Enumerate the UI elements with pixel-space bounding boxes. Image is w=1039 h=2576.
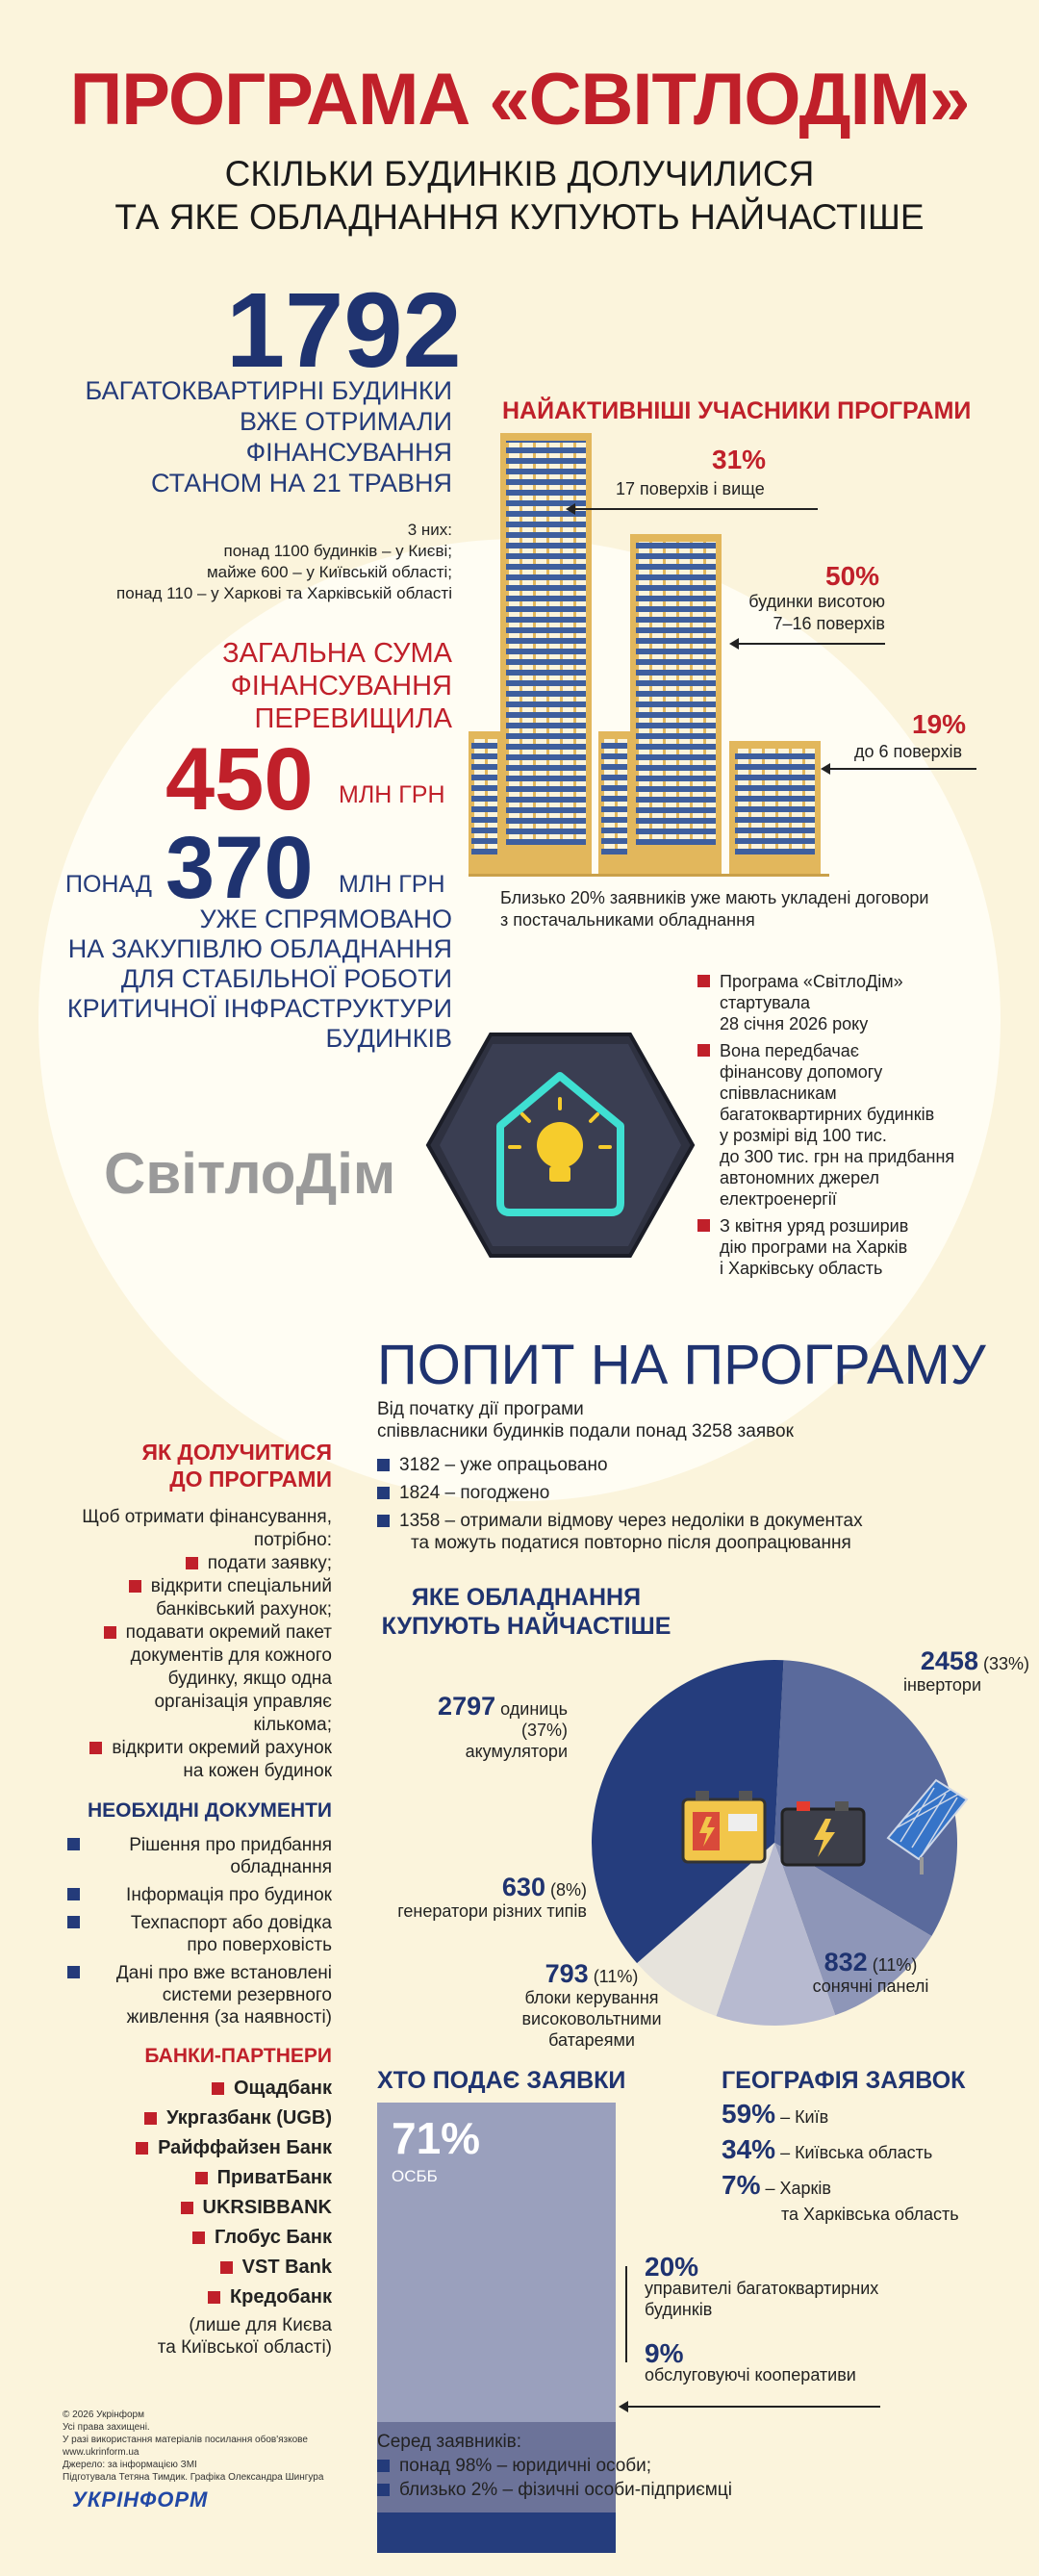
- document-item: [67, 1962, 332, 2028]
- tower-low-windows: [735, 749, 815, 854]
- stat-desc-line: ФІНАНСУВАННЯ: [245, 438, 452, 467]
- credit-line: www.ukrinform.ua: [63, 2447, 139, 2458]
- how-to-step-text: відкрити спеціальний: [150, 1576, 332, 1596]
- applicants-pct-osbb: 71%: [392, 2113, 481, 2163]
- geography-label: – Київська область: [780, 2143, 933, 2162]
- demand-item-text: 1824 – погоджено: [399, 1483, 550, 1503]
- spent-desc: [38, 905, 452, 1054]
- demand-item-text: 1358 – отримали відмову через недоліки в документах: [399, 1511, 863, 1531]
- applicants-note-text: понад 98% – юридичні особи;: [399, 2456, 652, 2476]
- geography-item: [722, 2098, 959, 2133]
- document-item: [67, 1834, 332, 1878]
- demand-list: [377, 1448, 863, 1560]
- banks-note-line: (лише для Києва: [189, 2315, 332, 2335]
- geography-title: ГЕОГРАФІЯ ЗАЯВОК: [722, 2067, 966, 2094]
- pie-label-inverters: [837, 1646, 1029, 1696]
- banks-title: БАНКИ-ПАРТНЕРИ: [144, 2045, 332, 2067]
- pie-name: генератори різних типів: [397, 1901, 587, 1921]
- how-to-step: [38, 1552, 332, 1575]
- how-to-step-text: організація управляє: [154, 1692, 332, 1712]
- applicants-pct: 20%: [645, 2252, 699, 2282]
- inverter-icon: [777, 1799, 869, 1867]
- pie-label-generators: [366, 1873, 587, 1922]
- pie-name: блоки керування високовольтними батареями: [521, 1988, 662, 2050]
- applicants-arrow: [621, 2406, 880, 2408]
- battery-icon: [678, 1785, 770, 1867]
- spent-desc-line: УЖЕ СПРЯМОВАНО: [199, 905, 452, 933]
- spent-desc-line: КРИТИЧНОЇ ІНФРАСТРУКТУРИ: [66, 994, 452, 1023]
- applicants-notes: [377, 2430, 732, 2502]
- geography-item: [722, 2169, 959, 2224]
- geography-label: – Київ: [780, 2107, 829, 2127]
- program-fact-line: Програма «СвітлоДім»: [720, 972, 903, 991]
- how-to-body: [38, 1506, 332, 1783]
- demand-item-text: 3182 – уже опрацьовано: [399, 1455, 608, 1475]
- pie-pct: (11%): [872, 1955, 918, 1975]
- bank-name: Райффайзен Банк: [158, 2137, 332, 2158]
- program-fact-line: дію програми на Харків: [720, 1237, 908, 1257]
- pie-pct: (37%): [520, 1721, 568, 1740]
- document-item-text: живлення (за наявності): [126, 2007, 332, 2028]
- how-to-title: [38, 1439, 332, 1492]
- banks-note-line: та Київської області): [157, 2337, 332, 2358]
- bank-name: Глобус Банк: [215, 2227, 332, 2248]
- pie-name: сонячні панелі: [812, 1977, 929, 1996]
- bank-item: [38, 2283, 332, 2312]
- how-to-title-line: ЯК ДОЛУЧИТИСЯ: [141, 1440, 332, 1465]
- bank-item: [38, 2223, 332, 2253]
- geography-label: – Харків: [765, 2179, 831, 2198]
- total-unit: МЛН ГРН: [339, 781, 445, 808]
- spent-desc-line: ДЛЯ СТАБІЛЬНОЇ РОБОТИ: [120, 964, 452, 993]
- applicants-label: обслуговуючі кооперативи: [645, 2365, 856, 2385]
- breakdown-line: майже 600 – у Київській області;: [206, 563, 452, 581]
- pie-name: акумулятори: [465, 1742, 568, 1761]
- bank-item: [38, 2193, 332, 2223]
- house-lightbulb-icon: [423, 1020, 697, 1270]
- applicants-coop-label: [645, 2338, 856, 2385]
- total-label: [38, 637, 452, 735]
- demand-item: [377, 1454, 863, 1476]
- tower-side-left-windows: [471, 739, 497, 854]
- how-to-step-text: банківський рахунок;: [156, 1599, 332, 1620]
- equipment-title: [377, 1583, 675, 1641]
- ground-line: [469, 874, 829, 877]
- how-to-intro-line: Щоб отримати фінансування,: [82, 1507, 332, 1527]
- credits: [63, 2409, 323, 2484]
- applicants-title: ХТО ПОДАЄ ЗАЯВКИ: [377, 2067, 626, 2094]
- document-item: [67, 1884, 332, 1906]
- participant-pct: 31%: [712, 445, 767, 474]
- geography-pct: 59%: [722, 2099, 776, 2129]
- program-fact-line: електроенергії: [720, 1189, 837, 1209]
- pie-value: 793: [545, 1959, 589, 1988]
- pie-value: 630: [501, 1873, 545, 1901]
- tower-side-mid-windows: [601, 739, 627, 854]
- how-to-step: [38, 1737, 332, 1783]
- how-to-step-text: подати заявку;: [207, 1553, 332, 1573]
- bank-item: [38, 2104, 332, 2133]
- participants-note: [500, 887, 928, 931]
- participant-label: будинки висотою: [748, 592, 885, 611]
- document-item-text: про поверховість: [187, 1935, 332, 1955]
- stat-count: 1792: [226, 271, 462, 390]
- demand-intro-line: Від початку дії програми: [377, 1399, 584, 1419]
- applicants-segment-cooperatives: [377, 2512, 616, 2553]
- bracket-line: [625, 2266, 627, 2362]
- total-label-line: ФІНАНСУВАННЯ: [230, 671, 452, 701]
- document-item-text: системи резервного: [162, 1985, 332, 2005]
- document-item-text: Дані про вже встановлені: [115, 1963, 332, 1983]
- program-fact-line: фінансову допомогу: [720, 1062, 883, 1082]
- documents-list: [67, 1828, 332, 2034]
- how-to-step: [38, 1575, 332, 1621]
- geography-label: та Харківська область: [781, 2205, 959, 2224]
- subtitle-line-2: ТА ЯКЕ ОБЛАДНАННЯ КУПУЮТЬ НАЙЧАСТІШЕ: [114, 197, 925, 237]
- program-fact-line: стартувала: [720, 993, 810, 1012]
- spent-desc-line: БУДИНКІВ: [325, 1024, 452, 1053]
- program-fact-line: у розмірі від 100 тис.: [720, 1126, 887, 1145]
- stat-count-desc: [38, 375, 452, 498]
- stat-desc-line: СТАНОМ НА 21 ТРАВНЯ: [151, 469, 452, 497]
- demand-item: [377, 1510, 863, 1554]
- spent-prefix: ПОНАД: [65, 871, 152, 898]
- logo-text: СвітлоДім: [104, 1141, 396, 1206]
- spent-unit: МЛН ГРН: [339, 871, 445, 898]
- pie-pct: (11%): [593, 1967, 639, 1986]
- document-item-text: Рішення про придбання: [129, 1835, 332, 1855]
- bank-item: [38, 2074, 332, 2104]
- breakdown-line: понад 110 – у Харкові та Харківській області: [116, 584, 452, 602]
- pie-label-batteries: [370, 1692, 568, 1762]
- geography-item: [722, 2133, 959, 2169]
- demand-intro: [377, 1398, 794, 1442]
- bank-item: [38, 2163, 332, 2193]
- how-to-step-text: будинку, якщо одна: [167, 1669, 332, 1689]
- how-to-step: [38, 1621, 332, 1737]
- breakdown-line: понад 1100 будинків – у Києві;: [223, 542, 452, 560]
- equipment-title-line: ЯКЕ ОБЛАДНАННЯ: [411, 1584, 642, 1611]
- applicants-label-osbb: ОСББ: [392, 2167, 438, 2185]
- program-fact-line: З квітня уряд розширив: [720, 1216, 909, 1236]
- bank-name: VST Bank: [241, 2257, 332, 2278]
- participant-label: до 6 поверхів: [854, 742, 963, 761]
- credit-line: Джерело: за інформацією ЗМІ: [63, 2460, 197, 2470]
- program-fact: [697, 1215, 1005, 1279]
- brand-logo: УКРІНФОРМ: [72, 2487, 209, 2512]
- credit-line: Усі права захищені.: [63, 2422, 150, 2433]
- participant-label: 17 поверхів і вище: [616, 479, 765, 498]
- program-fact: [697, 971, 1005, 1034]
- bank-name: Укргазбанк (UGB): [166, 2107, 332, 2129]
- subtitle-line-1: СКІЛЬКИ БУДИНКІВ ДОЛУЧИЛИСЯ: [224, 154, 815, 193]
- document-item-text: Техпаспорт або довідка: [130, 1913, 332, 1933]
- demand-title: ПОПИТ НА ПРОГРАМУ: [377, 1334, 986, 1396]
- participant-label: 7–16 поверхів: [773, 614, 885, 633]
- bank-name: Кредобанк: [229, 2286, 332, 2308]
- program-fact-line: до 300 тис. грн на придбання: [720, 1147, 955, 1166]
- program-fact-line: автономних джерел: [720, 1168, 880, 1187]
- participant-pct: 19%: [912, 709, 967, 739]
- program-fact-line: і Харківську область: [720, 1259, 883, 1278]
- bank-name: Ощадбанк: [233, 2078, 332, 2099]
- banks-list: [38, 2074, 332, 2312]
- geography-pct: 34%: [722, 2134, 776, 2164]
- pie-unit: одиниць: [500, 1699, 568, 1719]
- applicants-label: управителі багатоквартирних: [645, 2279, 879, 2298]
- spent-desc-line: НА ЗАКУПІВЛЮ ОБЛАДНАННЯ: [67, 934, 452, 963]
- stat-desc-line: ВЖЕ ОТРИМАЛИ: [240, 407, 452, 436]
- demand-item-text: та можуть податися повторно після доопрацювання: [411, 1533, 851, 1553]
- how-to-step-text: на кожен будинок: [183, 1761, 332, 1781]
- program-fact: [697, 1040, 1005, 1210]
- participants-note-line: Близько 20% заявників уже мають укладені договори: [500, 888, 929, 907]
- document-item-text: Інформація про будинок: [126, 1885, 332, 1905]
- applicants-note: [377, 2454, 732, 2478]
- pie-label-bms: [462, 1959, 722, 2051]
- bank-name: ПриватБанк: [216, 2167, 332, 2188]
- document-item-text: обладнання: [230, 1857, 332, 1877]
- spent-value: 370: [165, 819, 314, 917]
- how-to-intro-line: потрібно:: [253, 1530, 332, 1550]
- pie-label-solar: [784, 1948, 957, 1997]
- equipment-title-line: КУПУЮТЬ НАЙЧАСТІШЕ: [381, 1613, 672, 1640]
- tower-mid-windows: [636, 542, 716, 845]
- total-value: 450: [165, 730, 314, 829]
- total-label-line: ПЕРЕВИЩИЛА: [254, 703, 452, 734]
- breakdown-line: 3 них:: [407, 521, 452, 539]
- pie-pct: (8%): [549, 1880, 587, 1900]
- total-label-line: ЗАГАЛЬНА СУМА: [222, 638, 452, 669]
- stat-desc-line: БАГАТОКВАРТИРНІ БУДИНКИ: [85, 376, 452, 405]
- program-fact-line: співвласникам: [720, 1084, 837, 1103]
- applicants-note: [377, 2478, 732, 2502]
- document-item: [67, 1912, 332, 1956]
- applicants-pct: 9%: [645, 2338, 684, 2368]
- documents-title: НЕОБХІДНІ ДОКУМЕНТИ: [88, 1799, 332, 1822]
- applicants-segment-osbb: [377, 2103, 616, 2422]
- credit-line: Підготувала Тетяна Тимдик. Графіка Олександра Шингура: [63, 2472, 324, 2483]
- solar-panel-icon: [869, 1771, 970, 1876]
- how-to-step-text: кількома;: [253, 1715, 332, 1735]
- bank-name: UKRSIBBANK: [202, 2197, 332, 2218]
- program-fact-line: 28 січня 2026 року: [720, 1014, 869, 1033]
- participant-pct: 50%: [825, 561, 880, 591]
- pie-value: 832: [824, 1948, 868, 1977]
- how-to-step-text: відкрити окремий рахунок: [112, 1738, 332, 1758]
- breakdown: [38, 520, 452, 604]
- credit-line: У разі використання матеріалів посилання обов'язкове: [63, 2435, 308, 2445]
- applicants-managers-label: [645, 2252, 879, 2320]
- participants-note-line: з постачальниками обладнання: [500, 910, 755, 930]
- participants-title: НАЙАКТИВНІШІ УЧАСНИКИ ПРОГРАМИ: [502, 397, 972, 424]
- how-to-step-text: документів для кожного: [130, 1645, 332, 1666]
- banks-note: [38, 2314, 332, 2359]
- tower-tall-windows: [506, 441, 586, 845]
- page-title: ПРОГРАМА «СВІТЛОДІМ»: [69, 59, 970, 140]
- pie-pct: (33%): [982, 1654, 1029, 1673]
- credit-line: © 2026 Укрінформ: [63, 2410, 144, 2420]
- program-fact-line: Вона передбачає: [720, 1041, 859, 1060]
- program-fact-line: багатоквартирних будинків: [720, 1105, 935, 1124]
- pie-value: 2797: [438, 1692, 496, 1721]
- participant-arrow: [823, 768, 976, 770]
- pie-name: інвертори: [902, 1675, 981, 1695]
- how-to-title-line: ДО ПРОГРАМИ: [169, 1467, 332, 1492]
- applicants-note-title: Серед заявників:: [377, 2432, 522, 2452]
- demand-intro-line: співвласники будинків подали понад 3258 заявок: [377, 1421, 794, 1441]
- geography-pct: 7%: [722, 2170, 761, 2200]
- bank-item: [38, 2253, 332, 2283]
- demand-item: [377, 1482, 863, 1504]
- how-to-step-text: подавати окремий пакет: [125, 1622, 332, 1643]
- participant-arrow: [568, 508, 818, 510]
- bank-item: [38, 2133, 332, 2163]
- pie-value: 2458: [920, 1646, 978, 1675]
- participant-arrow: [731, 643, 885, 645]
- applicants-label: будинків: [645, 2300, 713, 2319]
- applicants-note-text: близько 2% – фізичні особи-підприємці: [399, 2480, 732, 2500]
- program-facts: [697, 965, 1005, 1285]
- geography-list: [722, 2098, 959, 2224]
